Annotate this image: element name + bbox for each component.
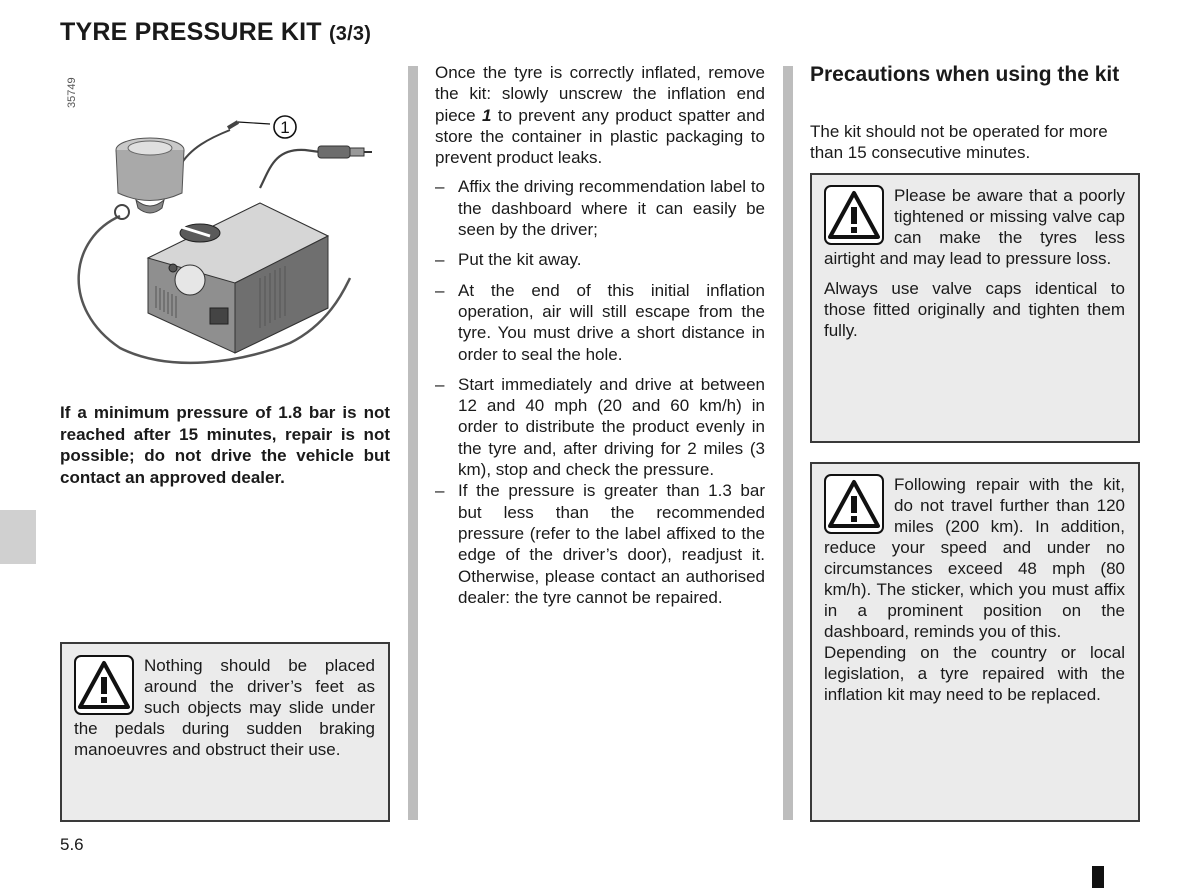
list-item-text: At the end of this initial inflation operation, air will still escape from the tyre. You must drive a short distance in order to seal the hole. — [458, 280, 765, 364]
list-item-text: If the pressure is greater than 1.3 bar but less than the recommended pressure (refer to the label affixed to the edge of the driver’s door), readjust it. Otherwise, please contact an authorised dealer: the tyre cannot be repaired. — [458, 481, 765, 607]
warning-triangle-icon — [824, 185, 884, 245]
list-dash: – — [435, 280, 445, 300]
warning-text: Depending on the country or local legislation, a tyre repaired with the inflation kit may need to be replaced. — [824, 643, 1125, 704]
warning-box-pedals — [60, 642, 390, 822]
page-edge-marker — [1092, 866, 1104, 888]
warning-triangle-icon — [824, 474, 884, 534]
list-item — [435, 280, 765, 365]
warning-text: Following repair with the kit, do not travel further than 120 miles (200 km). In addition, reduce your speed and under no circumstances exceed 48 mph (80 km/h). The sticker, which you must affix in a prominent position on the dashboard, reminds you of this. — [824, 475, 1125, 641]
list-item — [435, 249, 765, 270]
list-item — [435, 176, 765, 240]
warning-triangle-icon — [74, 655, 134, 715]
list-dash: – — [435, 177, 445, 197]
page-title-part: (3/3) — [328, 23, 372, 45]
image-reference-number: 35749 — [66, 77, 78, 108]
page-title-text: TYRE PRESSURE KIT — [60, 18, 322, 46]
warning-box-valve-caps — [810, 173, 1140, 443]
column-divider-left — [408, 66, 418, 820]
warning-text: Please be aware that a poorly tightened or missing valve cap can make the tyres less airtight and may lead to pressure loss. — [824, 186, 1125, 268]
removal-intro-text: Once the tyre is correctly inflated, remove the kit: slowly unscrew the inflation end piece — [435, 63, 765, 125]
callout-label: 1 — [280, 118, 290, 137]
page-title — [60, 18, 371, 47]
list-item-text: Affix the driving recommendation label to the dashboard where it can easily be seen by the driver; — [458, 177, 765, 240]
list-item — [435, 374, 765, 480]
warning-box-after-repair — [810, 462, 1140, 822]
column-divider-right — [783, 66, 793, 820]
list-item-text: Start immediately and drive at between 12 and 40 mph (20 and 60 km/h) in order to distribute the product evenly in the tyre and, after driving for 2 miles (3 km), stop and check the pressure. — [458, 374, 765, 480]
list-dash: – — [435, 250, 445, 270]
pressure-warning-note: If a minimum pressure of 1.8 bar is not reached after 15 minutes, repair is not possible; do not drive the vehicle but contact an approved dealer. — [60, 403, 390, 487]
list-item-text: Put the kit away. — [458, 250, 582, 270]
precautions-heading: Precautions when using the kit — [810, 63, 1120, 86]
compressor-illustration — [60, 108, 390, 368]
list-item — [435, 480, 765, 608]
instruction-list — [435, 176, 765, 608]
list-dash: – — [435, 374, 445, 394]
inflation-end-piece-ref: 1 — [482, 105, 492, 125]
middle-column — [435, 62, 765, 617]
warning-text: Nothing should be placed around the driver’s feet as such objects may slide under the pedals during sudden braking manoeuvres and obstruct their use. — [74, 656, 375, 759]
precautions-intro: The kit should not be operated for more than 15 consecutive minutes. — [810, 122, 1108, 162]
warning-text: Always use valve caps identical to those fitted originally and tighten them fully. — [824, 279, 1125, 340]
chapter-tab — [0, 510, 36, 564]
list-dash: – — [435, 481, 445, 501]
page-number: 5.6 — [60, 835, 84, 854]
removal-intro-text-end: to prevent any product spatter and store the container in plastic packaging to prevent product leaks. — [435, 105, 765, 168]
removal-intro — [435, 62, 765, 168]
